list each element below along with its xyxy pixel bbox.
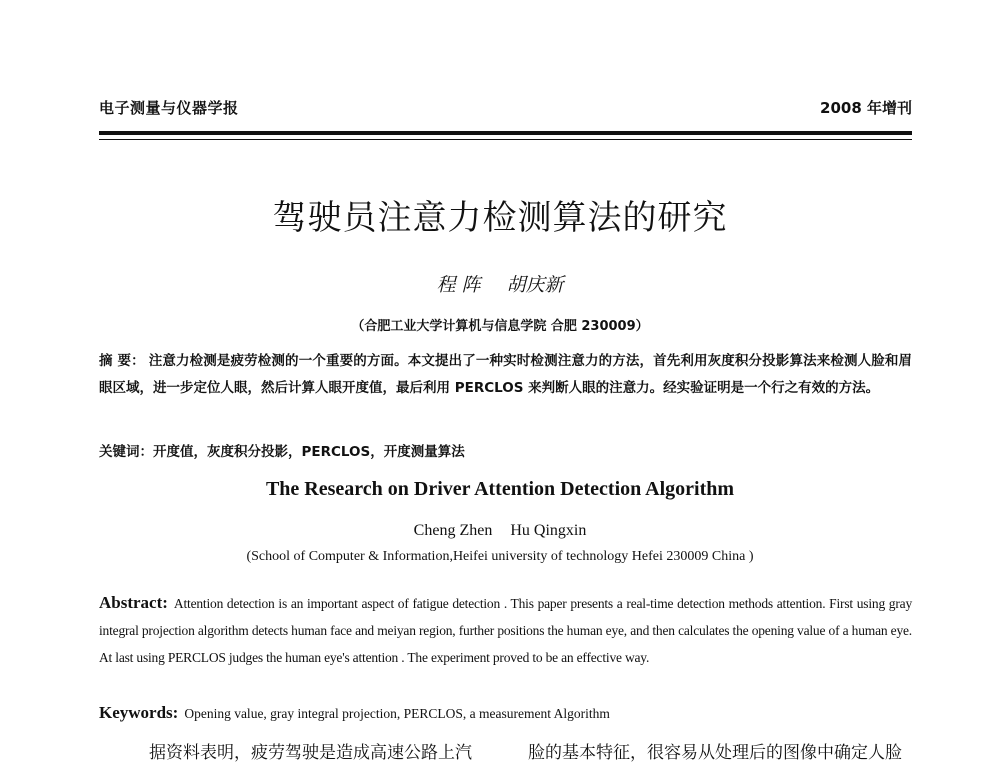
abstract-en-text: Attention detection is an important aspect of fatigue detection . This paper presents a real-time detection methods attention. First using gray integral projection algorithm detects human face and meiyan region, further positions the human eye, and then calculates the opening value of a human eye. At last using PERCLOS judges the human eye's attention . The experiment proved to be an effective way. <box>99 596 912 665</box>
author-en-1: Cheng Zhen <box>413 522 493 539</box>
abstract-cn-text: 注意力检测是疲劳检测的一个重要的方面。本文提出了一种实时检测注意力的方法，首先利用灰度积分投影算法来检测人脸和眉眼区域，进一步定位人眼，然后计算人眼开度值，最后利用 PERCLOS 来判断人眼的注意力。经实验证明是一个行之有效的方法。 <box>99 353 913 396</box>
keywords-en-label: Keywords: <box>99 703 179 722</box>
keywords-en <box>99 703 912 723</box>
author-cn-2: 胡庆新 <box>506 274 564 296</box>
authors-en <box>0 522 1000 540</box>
abstract-cn-label: 摘 要： <box>99 353 145 369</box>
authors-cn <box>0 270 1000 297</box>
author-cn-1: 程 阵 <box>436 274 481 296</box>
header-rule-thin <box>99 139 912 140</box>
keywords-en-text: Opening value, gray integral projection, PERCLOS, a measurement Algorithm <box>184 706 610 721</box>
affiliation-cn: （合肥工业大学计算机与信息学院 合肥 230009） <box>351 319 649 334</box>
header-rule-thick <box>99 131 912 135</box>
affiliation-en: (School of Computer & Information,Heifei university of technology Hefei 230009 China ) <box>246 549 754 564</box>
body-text-right-column: 脸的基本特征，很容易从处理后的图像中确定人脸 <box>528 743 902 763</box>
paper-title-en: The Research on Driver Attention Detection Algorithm <box>265 478 735 500</box>
paper-title-cn: 驾驶员注意力检测算法的研究 <box>272 198 728 238</box>
author-en-2: Hu Qingxin <box>510 522 587 539</box>
issue-label: 2008 年增刊 <box>820 99 912 117</box>
keywords-cn-label: 关键词： <box>99 444 153 460</box>
abstract-en <box>99 589 912 671</box>
abstract-en-label: Abstract: <box>99 593 168 612</box>
keywords-cn-text: 开度值，灰度积分投影，PERCLOS，开度测量算法 <box>153 444 465 460</box>
keywords-cn <box>99 440 912 460</box>
journal-name: 电子测量与仪器学报 <box>99 99 239 117</box>
abstract-cn <box>99 348 912 402</box>
body-text-left-column: 据资料表明，疲劳驾驶是造成高速公路上汽 <box>149 743 472 763</box>
